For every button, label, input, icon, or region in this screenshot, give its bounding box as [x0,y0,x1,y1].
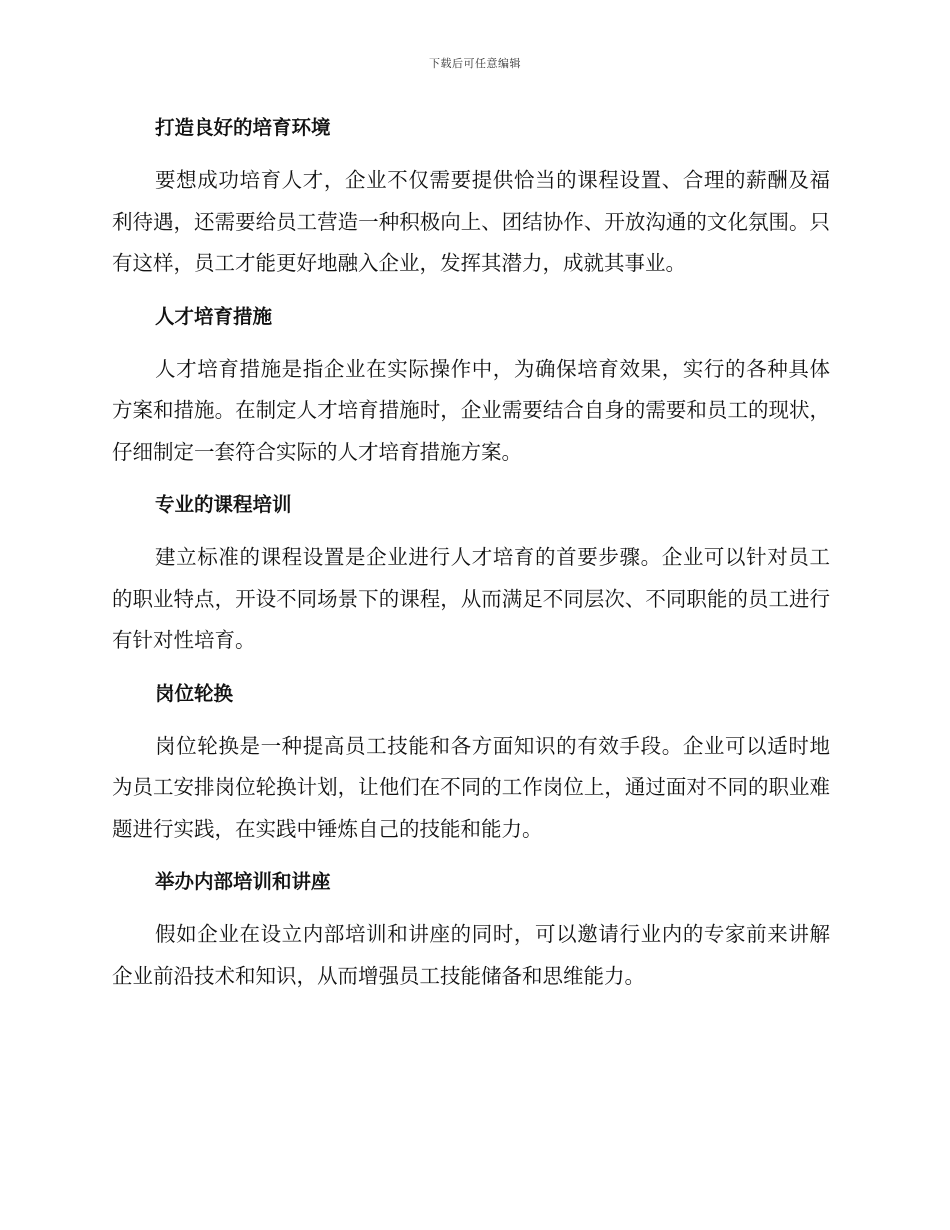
section-paragraph: 人才培育措施是指企业在实际操作中，为确保培育效果，实行的各种具体方案和措施。在制定人才培育措施时，企业需要结合自身的需要和员工的现状，仔细制定一套符合实际的人才培育措施方案。 [112,356,830,464]
page-header-note: 下载后可任意编辑 [429,57,521,70]
section-heading: 人才培育措施 [155,304,273,328]
section-paragraph: 假如企业在设立内部培训和讲座的同时，可以邀请行业内的专家前来讲解企业前沿技术和知识，从而增强员工技能储备和思维能力。 [112,922,830,988]
section-internal-training [112,862,830,997]
section-job-rotation [112,674,830,851]
section-environment [112,108,830,285]
section-measures [112,297,830,474]
section-heading: 专业的课程培训 [155,493,292,516]
section-heading: 打造良好的培育环境 [155,116,331,139]
section-heading: 举办内部培训和讲座 [155,870,331,893]
section-course-training [112,485,830,662]
section-paragraph: 建立标准的课程设置是企业进行人才培育的首要步骤。企业可以针对员工的职业特点，开设不同场景下的课程，从而满足不同层次、不同职能的员工进行有针对性培育。 [112,545,830,652]
section-paragraph: 岗位轮换是一种提高员工技能和各方面知识的有效手段。企业可以适时地为员工安排岗位轮换计划，让他们在不同的工作岗位上，通过面对不同的职业难题进行实践，在实践中锤炼自己的技能和能力。 [112,733,830,841]
section-heading: 岗位轮换 [155,681,234,705]
section-paragraph: 要想成功培育人才，企业不仅需要提供恰当的课程设置、合理的薪酬及福利待遇，还需要给员工营造一种积极向上、团结协作、开放沟通的文化氛围。只有这样，员工才能更好地融入企业，发挥其潜力，成就其事业。 [112,168,830,275]
document-body [112,108,830,1009]
